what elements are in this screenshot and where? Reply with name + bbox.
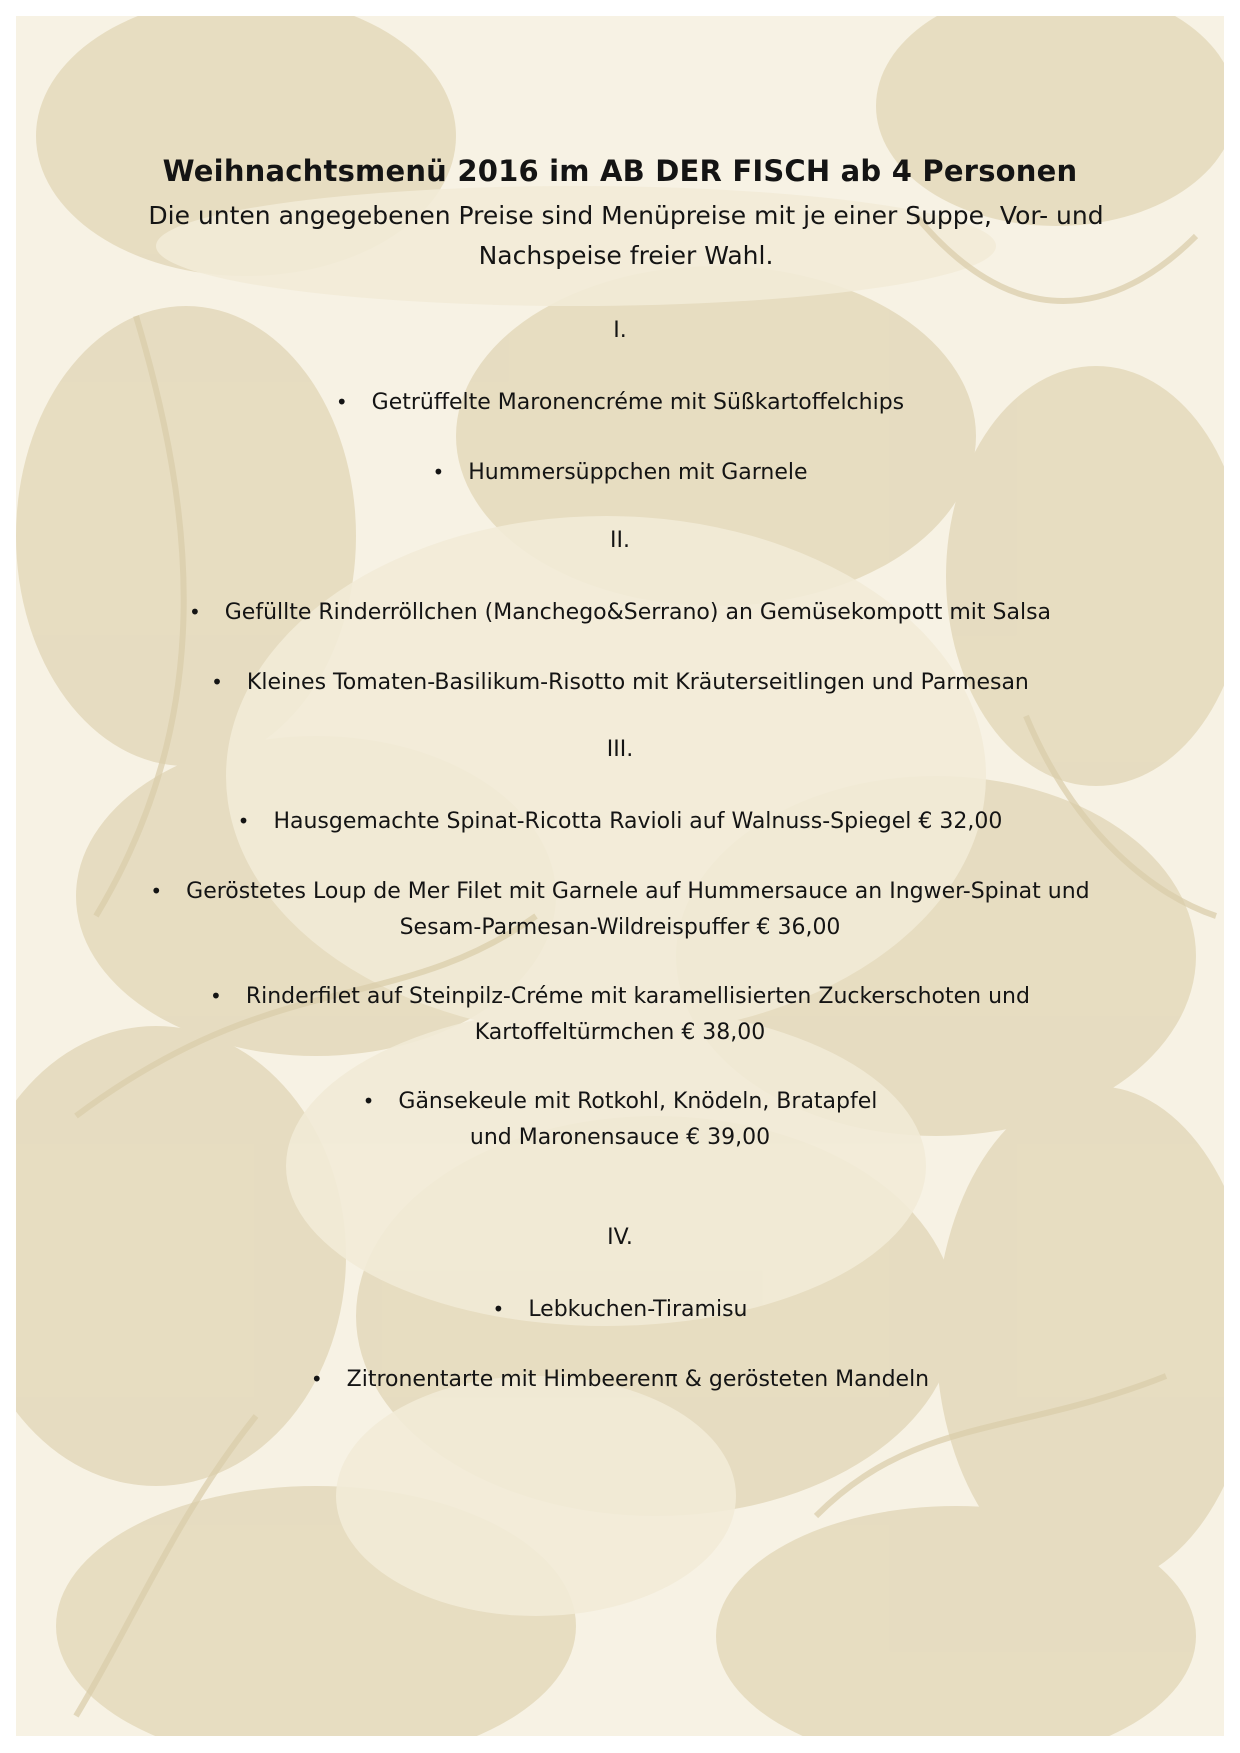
section-label-1: I. — [613, 318, 627, 343]
menu-page — [16, 0, 1224, 1753]
section-label-3: III. — [606, 737, 634, 762]
subtitle-line-2: Nachspeise freier Wahl. — [478, 241, 774, 270]
item-text-continued: Sesam-Parmesan-Wildreispuffer € 36,00 — [399, 915, 841, 940]
menu-item — [16, 384, 1224, 421]
menu-item — [16, 803, 1224, 840]
item-text: Hummersüppchen mit Garnele — [468, 460, 808, 485]
item-text: Kleines Tomaten-Basilikum-Risotto mit Kräuterseitlingen und Parmesan — [246, 670, 1029, 695]
section-label-2: II. — [610, 528, 630, 553]
menu-title: Weihnachtsmenü 2016 im AB DER FISCH ab 4 Personen — [162, 154, 1078, 188]
item-text: Hausgemachte Spinat-Ricotta Ravioli auf Walnuss-Spiegel € 32,00 — [273, 809, 1003, 834]
item-text-continued: und Maronensauce € 39,00 — [469, 1125, 771, 1150]
item-text: Lebkuchen-Tiramisu — [528, 1297, 748, 1322]
menu-item — [16, 454, 1224, 491]
menu-item — [16, 978, 1224, 1051]
bullet: • — [150, 879, 163, 903]
bullet: • — [237, 809, 250, 833]
menu-item — [16, 1083, 1224, 1156]
menu-item — [16, 664, 1224, 701]
item-text: Getrüffelte Maronencréme mit Süßkartoffelchips — [371, 390, 905, 415]
menu-item — [16, 1361, 1224, 1398]
menu-subtitle — [76, 196, 1176, 276]
bullet: • — [310, 1367, 323, 1391]
item-text: Geröstetes Loup de Mer Filet mit Garnele auf Hummersauce an Ingwer-Spinat und — [186, 879, 1090, 904]
bullet: • — [492, 1297, 505, 1321]
bullet: • — [188, 600, 201, 624]
bullet: • — [335, 390, 348, 414]
bullet: • — [210, 984, 222, 1008]
item-text-continued: Kartoffeltürmchen € 38,00 — [474, 1020, 766, 1045]
menu-item — [16, 873, 1224, 946]
menu-item — [16, 594, 1224, 631]
bullet: • — [362, 1089, 375, 1113]
subtitle-line-1: Die unten angegebenen Preise sind Menüpreise mit je einer Suppe, Vor- und — [148, 201, 1104, 230]
item-text: Zitronentarte mit Himbeerenπ & gerösteten Mandeln — [346, 1367, 930, 1392]
item-text: Gefüllte Rinderröllchen (Manchego&Serrano) an Gemüsekompott mit Salsa — [224, 600, 1052, 625]
bullet: • — [432, 460, 445, 484]
section-label-4: IV. — [607, 1225, 633, 1250]
menu-item — [16, 1291, 1224, 1328]
bullet: • — [211, 670, 223, 694]
item-text: Gänsekeule mit Rotkohl, Knödeln, Bratapfel — [398, 1089, 878, 1114]
item-text: Rinderfilet auf Steinpilz-Créme mit karamellisierten Zuckerschoten und — [245, 984, 1030, 1009]
